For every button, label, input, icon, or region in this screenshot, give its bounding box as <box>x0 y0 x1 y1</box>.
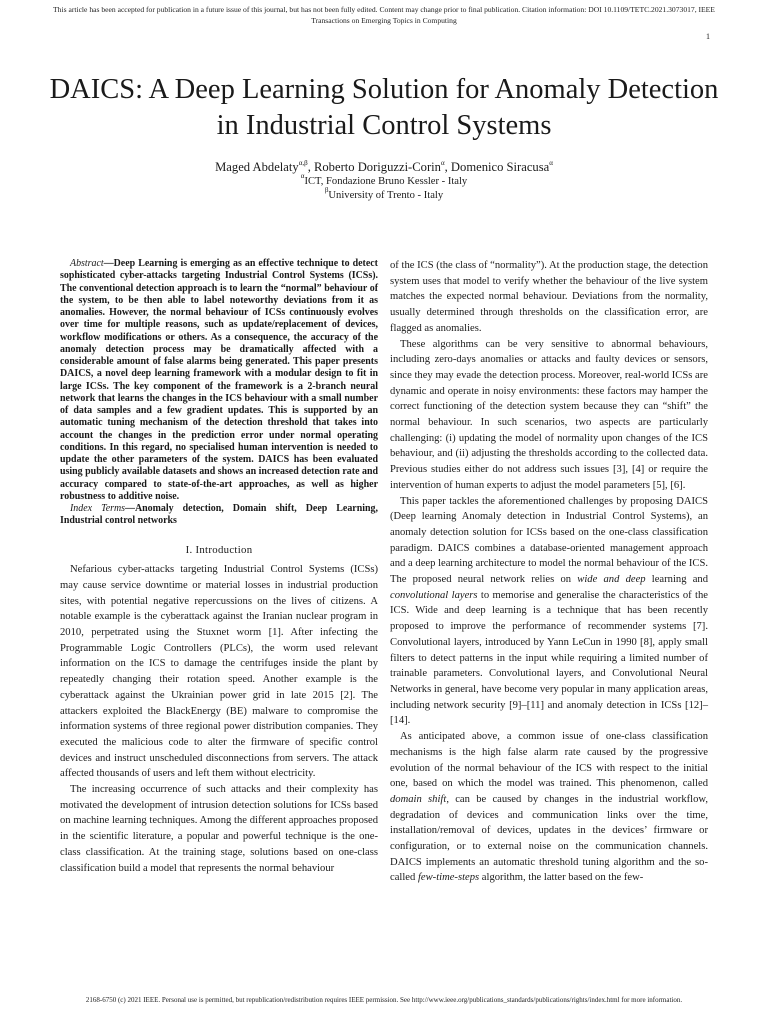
publication-notice <box>0 4 768 26</box>
paragraph: The increasing occurrence of such attacks and their complexity has motivated the development of intrusion detection solutions for ICSs based on machine learning techniques. Among the different approaches proposed in the scientific literature, a popular and powerful technique is the one-class classification. At the training stage, solutions based on one-class classification build a model that represents the normal behaviour <box>60 784 378 874</box>
paragraph: Nefarious cyber-attacks targeting Industrial Control Systems (ICSs) may cause service downtime or material losses in industrial production sites, with potential negative repercussions on the lives of citizens. A notable example is the cyberattack against the Iranian nuclear program in 2010, perpetrated using the Stuxnet worm [1]. After infecting the Programmable Logic Controllers (PLCs), the worm used relevant information on the ICS to damage the centrifuges inside the plant by repeatedly changing their rotation speed. Another example is the cyberattack against the Ukrainian power grid in late 2015 [2]. The attackers exploited the BlackEnergy (BE) malware to compromise the information systems of three regional power distribution companies. They executed the malicious code to alter the firmware of specific control devices and instruct unscheduled disconnections from servers. The attack affected thousands of users and left them without electricity. <box>60 564 378 780</box>
affiliation-text: University of Trento - Italy <box>328 190 444 201</box>
emphasis: domain shift <box>390 793 447 805</box>
emphasis: convolutional layers <box>390 589 478 601</box>
author-affiliation-mark: α <box>440 158 445 167</box>
publication-notice-line1: This article has been accepted for publication in a future issue of this journal, but has not been fully edited. Content may change prior to final publication. Citation information: DOI 10.1109/TETC.2021.3073017, IEEE <box>53 5 715 14</box>
author-name: Maged Abdelaty <box>215 160 299 174</box>
index-terms-text: —Anomaly detection, Domain shift, Deep Learning, Industrial control networks <box>60 503 378 527</box>
paragraph: These algorithms can be very sensitive to abnormal behaviours, including zero-days anomalies or attacks and faulty devices or sensors, since they may evade the detection process. Moreover, real-world ICSs are dynamic and operate in noisy environments: these factors may hamper the correct functioning of the detection system because they can “shift” the normal behaviour. In such scenarios, two aspects are particularly challenging: (i) updating the model of normality upon changes of the ICS behaviour, and (ii) adjusting the thresholds according to the collected data. Previous studies either do not address such issues [3], [4] or require the intervention of human experts to adjust the model parameters [5], [6]. <box>390 338 708 491</box>
affiliation <box>0 186 768 202</box>
page-number: 1 <box>706 32 710 41</box>
paragraph-text: , can be caused by changes in the industrial workflow, degradation of devices and communication links over the time, installation/removal of devices, updates in the devices’ firmware or configuration, or to external noise on the communication channels. DAICS implements an automatic threshold tuning algorithm and the so-called <box>390 793 708 884</box>
paragraph: of the ICS (the class of “normality”). At the production stage, the detection system uses that model to verify whether the behaviour of the live system matches the expected normal behaviour. Deviations from the normality, usually determined through thresholds on the classification error, are flagged as anomalies. <box>390 260 708 334</box>
right-column <box>390 258 708 886</box>
author-affiliation-mark: α <box>549 158 553 167</box>
paragraph-text: As anticipated above, a common issue of one-class classification mechanisms is the high false alarm rate caused by the progressive evolution of the normal behaviour of the ICS with respect to the initial one, based on which the model was trained. This phenomenon, called <box>390 731 708 790</box>
author-list <box>0 160 768 175</box>
abstract-text: —Deep Learning is emerging as an effective technique to detect sophisticated cyber-attacks targeting Industrial Control Systems (ICSs). The conventional detection approach is to learn the “normal” behaviour of the system, to be then able to label noteworthy deviations from it as anomalies. However, the normal behaviour of ICSs continuously evolves over time for multiple reasons, such as update/replacement of devices, workflow modifications or others. As a consequence, the accuracy of the anomaly detection process may be dramatically affected with a considerable amount of false alarms being generated. This paper presents DAICS, a novel deep learning framework with a modular design to fit in large ICSs. The key component of the framework is a 2-branch neural network that learns the changes in the ICS behaviour with a small number of data samples and a few gradient updates. This is supported by an automatic tuning mechanism of the detection threshold that takes into account the changes in the prediction error under normal operating conditions. In this regard, no specialised human intervention is needed to update the other parameters of the system. DAICS has been evaluated using publicly available datasets and shows an increased detection rate and accuracy compared to state-of-the-art approaches, as well as higher robustness to additive noise. <box>60 258 378 502</box>
section-heading: I. Introduction <box>185 543 253 556</box>
affiliation-mark: β <box>324 186 329 195</box>
paper-title: DAICS: A Deep Learning Solution for Anomaly Detection in Industrial Control Systems <box>49 74 719 141</box>
paragraph <box>390 729 708 886</box>
affiliation <box>0 172 768 188</box>
paragraph-text: algorithm, the latter based on the few- <box>479 872 644 884</box>
index-terms-label: Index Terms <box>70 503 126 514</box>
paragraph <box>390 494 708 730</box>
paragraph-text: to memorise and generalise the characteristics of the ICS. Wide and deep learning is a technique that has been recently proposed to improve the performance of recommender systems [7]. Convolutional layers, introduced by Yann LeCun in 1990 [8], apply small filters to detect patterns in the input while requiring a limited number of trainable parameters. Convolutional layers, and Convolutional Neural Networks in general, have become very popular in many application areas, including network security [9]–[11] and anomaly detection in ICSs [12]–[14]. <box>390 589 708 727</box>
emphasis: few-time-steps <box>417 872 480 884</box>
index-terms <box>60 503 378 528</box>
copyright-footer: 2168-6750 (c) 2021 IEEE. Personal use is permitted, but republication/redistribution requires IEEE permission. See http://www.ieee.org/publications_standards/publications/rights/index.html for more information. <box>85 996 683 1004</box>
author-affiliation-mark: α,β <box>298 158 308 167</box>
author-name: , Domenico Siracusa <box>444 160 550 174</box>
affiliation-text: ICT, Fondazione Bruno Kessler - Italy <box>304 176 468 187</box>
abstract-label: Abstract <box>70 258 104 269</box>
author-name: , Roberto Doriguzzi-Corin <box>307 160 441 174</box>
publication-notice-line2: Transactions on Emerging Topics in Computing <box>311 16 457 25</box>
abstract <box>60 258 378 503</box>
paragraph-text: This paper tackles the aforementioned challenges by proposing DAICS (Deep learning Anomaly detection in Industrial Control Systems), an anomaly detection solution for ICSs based on the one-class classification paradigm. DAICS combines a database-oriented management approach and a deep learning architecture to model the normal behaviour of the ICS. The proposed neural network relies on <box>390 495 708 586</box>
emphasis: wide and deep <box>577 574 646 586</box>
paragraph-text: learning and <box>645 574 708 586</box>
left-column <box>60 258 378 876</box>
affiliation-mark: α <box>300 172 305 181</box>
